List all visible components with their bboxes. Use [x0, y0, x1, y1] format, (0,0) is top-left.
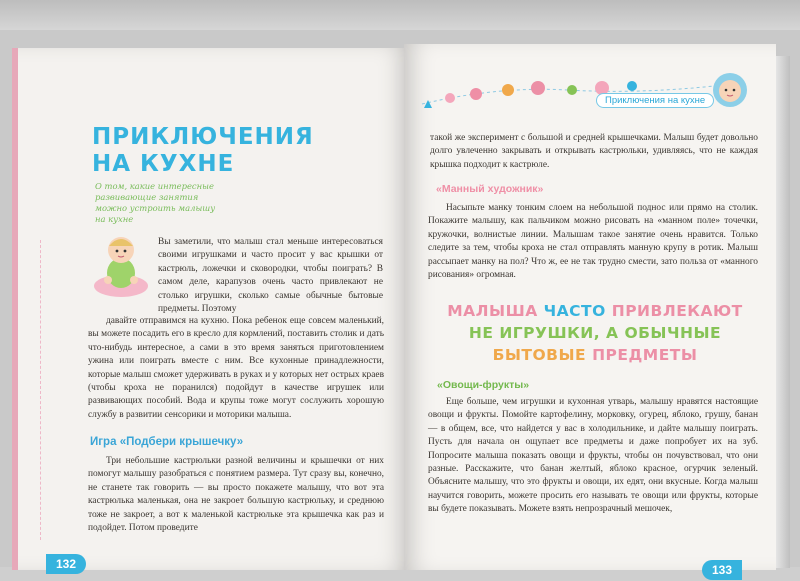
scan-background-top	[0, 0, 800, 30]
section-heading-semolina: «Манный художник»	[436, 183, 544, 195]
pull-quote-word: ЧАСТО	[543, 302, 606, 320]
game-heading	[90, 436, 243, 448]
pull-quote-line1	[434, 300, 756, 322]
baby-face-icon	[712, 72, 748, 108]
chapter-title-line1: ПРИКЛЮЧЕНИЯ	[92, 124, 314, 150]
page-number-left: 132	[46, 554, 86, 574]
section-heading-vegetables: «Овощи-фрукты»	[437, 379, 530, 391]
body-paragraph: давайте отправимся на кухню. Пока ребенок еще совсем маленький, вы можете посадить его в кресло для кормлений, поставить столик и дать что-нибудь интересное, а сами в это время заняться приготовлением ужина или поиграть вместе с ним. Все кухонные принадлежности, которые малыш сможет удерживать в руках и у которых нет острых краев (чтобы кроха не поранился) подойдут в качестве игрушек или развивающих пособий. Вода и крупы тоже могут сослужить хорошую службу в развитии сенсорики и моторики малыша.	[88, 316, 384, 420]
chapter-title	[92, 124, 314, 178]
pull-quote-word: БЫТОВЫЕ	[492, 346, 587, 364]
right-paragraph-1: Насыпьте манку тонким слоем на небольшой поднос или прямо на столик. Покажите малышу, как пальчиком можно рисовать на «манном поле» точечки, кружочки, волнистые линии. Малышам такое занятие очень нравится. Только следите за тем, чтобы кроха не стал отправлять манную крупу в ротик. Малыш рассыпает манку на пол? Что ж, ее не так трудно смести, зато польза от «манного рисования» огромная.	[428, 203, 758, 281]
pull-quote	[434, 300, 756, 366]
left-margin-decoration	[30, 240, 41, 540]
beads-decoration	[418, 64, 718, 116]
game-paragraph: Три небольшие кастрюльки разной величины и крышечки от них помогут малышу разобраться с понятием размера. Тут сразу вы, конечно, не станете так говорить — вы просто покажете малышу, что вот эта кастрюлька маленькая, она не закроет большую кастрюльку, и среднюю тоже не закроет, а вот к маленькой кастрюльке эта крышечка как раз и подойдет. Потом проведите	[88, 456, 384, 534]
chapter-title-line2: НА КУХНЕ	[92, 151, 235, 177]
intro-paragraph: Вы заметили, что малыш стал меньше интересоваться своими игрушками и часто просит у вас крышки от кастрюль, ложечки и сковородки, чтобы поиграть? В самом деле, карапузов очень часто привлекают не столько игрушки, сколько самые обычные бытовые предметы. Поэтому	[158, 237, 383, 315]
pull-quote-line3	[434, 344, 756, 366]
page-number-right: 133	[702, 560, 742, 580]
pull-quote-line2: НЕ ИГРУШКИ, А ОБЫЧНЫЕ	[468, 324, 722, 342]
right-paragraph-2: Еще больше, чем игрушки и кухонная утварь, малышу нравятся настоящие овощи и фрукты. Помойте картофелину, морковку, огурец, яблоко, грушу, банан — в общем, все, что найдется у вас в холодильнике, и дайте малышу поиграть. Пусть для начала он ощупает все предметы и даже попробует их на зуб. Попросите малыша показать овощи и фрукты, чтобы он почувствовал, что они разные. Расскажите, что банан желтый, яблоко красное, огурчик зеленый. Объясните малышу, что это фрукты и овощи, их едят, они вкусные. Когда малыш научится говорить, можете просить его называть те овощи или фрукты, которые вы будете показывать. Можете взять непрозрачный мешочек,	[428, 397, 758, 515]
chapter-subtitle: О том, какие интересные развивающие занятия можно устроить малышу на кухне	[95, 181, 216, 224]
right-paragraph-0: такой же эксперимент с большой и средней крышечками. Малыш будет довольно долго увлеченно закрывать и открывать кастрюльки, удивляясь, что не каждая крышка подходит к кастрюле.	[430, 133, 758, 170]
page-edges	[776, 56, 790, 568]
baby-illustration	[92, 228, 150, 298]
running-header: Приключения на кухне	[596, 93, 714, 108]
pull-quote-word: МАЛЫША	[447, 302, 538, 320]
game-label: Игра	[90, 436, 117, 448]
pull-quote-word: ПРИВЛЕКАЮТ	[611, 302, 743, 320]
game-name: «Подбери крышечку»	[119, 436, 244, 448]
pull-quote-word: ПРЕДМЕТЫ	[592, 346, 698, 364]
